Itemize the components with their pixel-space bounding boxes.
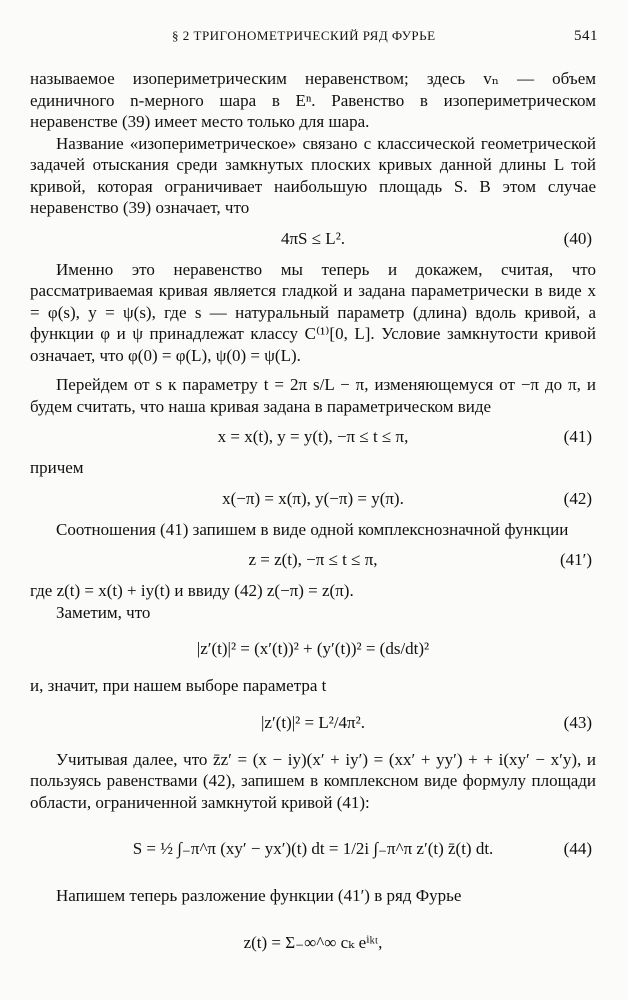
equation-40 xyxy=(30,221,596,257)
paragraph-8: Заметим, что xyxy=(56,602,151,622)
equation-fourier xyxy=(30,909,596,977)
paragraph-5: причем xyxy=(30,458,84,477)
equation-body: |z′(t)|² = (x′(t))² + (y′(t))² = (ds/dt)² xyxy=(196,639,430,658)
page-number: 541 xyxy=(574,28,598,44)
page-body xyxy=(30,68,596,979)
equation-number: (42) xyxy=(563,488,592,508)
page-header xyxy=(0,28,628,48)
equation-body: 4πS ≤ L². xyxy=(280,228,346,248)
running-title: § 2 ТРИГОНОМЕТРИЧЕСКИЙ РЯД ФУРЬЕ xyxy=(172,28,436,43)
equation-body: x(−π) = x(π), y(−π) = y(π). xyxy=(222,488,404,508)
equation-body: S = ½ ∫₋π^π (xy′ − yx′)(t) dt = 1/2i ∫₋π^π z′(t) z̄(t) dt. xyxy=(132,839,494,858)
paragraph-2: Название «изопериметрическое» связано с классической геометрической задачей отыскания среди замкнутых плоских кривых данной длины L той кривой, которая ограничивает наибольшую площадь S. В этом случае неравенство (39) означает, что xyxy=(30,133,596,217)
paragraph-4: Перейдем от s к параметру t = 2π s/L − π, изменяющемуся от −π до π, и будем считать, что наша кривая задана в параметрическом виде xyxy=(30,375,596,416)
equation-body: x = x(t), y = y(t), −π ≤ t ≤ π, xyxy=(217,427,409,446)
equation-body: |z′(t)|² = L²/4π². xyxy=(261,712,365,732)
equation-body: z = z(t), −π ≤ t ≤ π, xyxy=(248,550,378,569)
equation-41-prime xyxy=(30,542,596,578)
equation-41 xyxy=(30,419,596,455)
paragraph-11: Напишем теперь разложение функции (41′) в ряд Фурье xyxy=(56,886,462,905)
equation-number: (43) xyxy=(563,712,592,732)
paragraph-6: Соотношения (41) запишем в виде одной комплекснозначной функции xyxy=(56,519,569,539)
paragraph-7: где z(t) = x(t) + iy(t) и ввиду (42) z(−π) = z(π). xyxy=(30,581,354,600)
equation-number: (44) xyxy=(563,839,592,858)
paragraph-9: и, значит, при нашем выборе параметра t xyxy=(30,676,327,695)
equation-body: z(t) = Σ₋∞^∞ cₖ eⁱᵏᵗ, xyxy=(243,932,383,952)
equation-42 xyxy=(30,481,596,517)
equation-44 xyxy=(30,815,596,883)
paragraph-10: Учитывая далее, что z̄z′ = (x − iy)(x′ + iy′) = (xx′ + yy′) + + i(xy′ − x′y), и пользуясь равенствами (42), запишем в комплексном виде формулу площади области, ограниченной замкнутой кривой (41): xyxy=(30,749,596,812)
equation-number: (41) xyxy=(563,427,592,446)
equation-number: (40) xyxy=(563,228,592,248)
paragraph-1: называемое изопериметрическим неравенством; здесь vₙ — объем единичного n-мерного шара в Eⁿ. Равенство в изопериметрическом неравенстве (39) имеет место только для шара. xyxy=(30,69,596,131)
equation-43 xyxy=(30,699,596,747)
equation-derivative xyxy=(30,625,596,673)
equation-number: (41′) xyxy=(559,550,592,569)
paragraph-3: Именно это неравенство мы теперь и докажем, считая, что рассматриваемая кривая является гладкой и задана параметрически в виде x = φ(s), y = ψ(s), где s — натуральный параметр (длина) вдоль кривой, а функции φ и ψ принадлежат классу C⁽¹⁾[0, L]. Условие замкнутости кривой означает, что φ(0) = φ(L), ψ(0) = ψ(L). xyxy=(30,259,596,365)
